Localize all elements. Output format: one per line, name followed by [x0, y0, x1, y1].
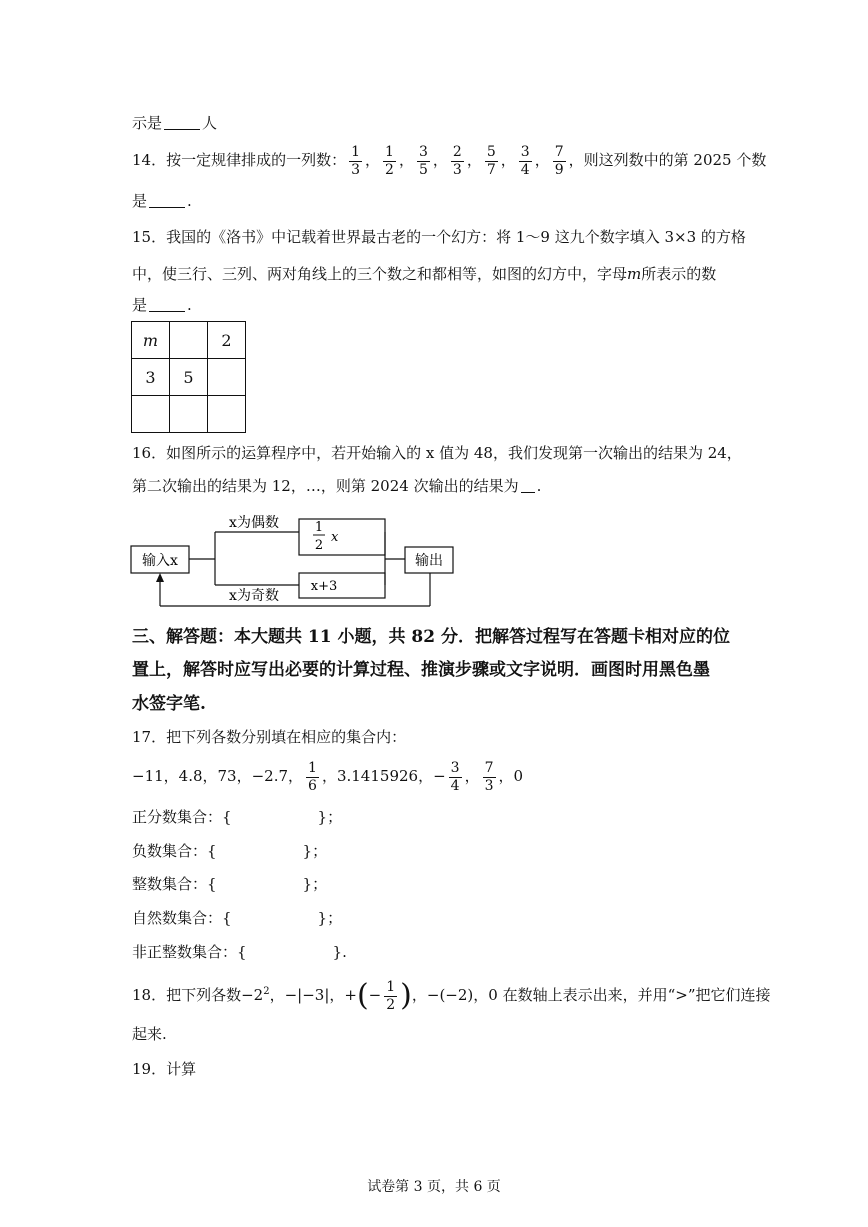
text: .	[187, 192, 192, 210]
arrow-up-icon	[156, 573, 164, 582]
magic-cell: 2	[208, 322, 246, 359]
separator: ，	[534, 151, 550, 169]
fraction	[306, 760, 319, 795]
set-label: 非正整数集合：{	[132, 943, 247, 961]
number-list: ，0	[498, 767, 524, 785]
denominator: 2	[385, 161, 394, 178]
numerator: 3	[418, 143, 428, 160]
question-text: ，则这列数中的第 2025 个数	[568, 151, 767, 169]
half-variable: x	[331, 530, 339, 545]
magic-cell: 5	[170, 359, 208, 396]
denominator: 6	[308, 777, 317, 794]
magic-cell: 3	[132, 359, 170, 396]
left-paren: (	[356, 978, 369, 1013]
denominator: 3	[484, 777, 494, 794]
question-text: ，−(−2)，0 在数轴上表示出来，并用“>”把它们连接	[411, 986, 771, 1004]
denominator: 3	[452, 161, 462, 178]
fraction	[449, 760, 462, 795]
question-text: 18．把下列各数	[132, 986, 242, 1004]
numerator: 1	[351, 143, 361, 160]
numerator: 3	[450, 759, 460, 776]
set-label: 整数集合：{	[132, 875, 217, 893]
magic-cell: m	[132, 322, 170, 359]
set-label: 自然数集合：{	[132, 909, 232, 927]
question-17-line1: 17．把下列各数分别填在相应的集合内：	[132, 728, 407, 746]
denominator: 7	[486, 161, 496, 178]
numerator: 7	[484, 759, 494, 776]
question-17-numbers	[132, 756, 523, 796]
separator: ，	[365, 151, 381, 169]
math-expression: −	[368, 986, 382, 1004]
numerator: 1	[385, 143, 394, 160]
fraction	[384, 979, 397, 1014]
math-expression: −2	[241, 986, 264, 1004]
half-numerator: 1	[314, 520, 324, 535]
set-nonpositive-integers	[132, 932, 347, 972]
numerator: 2	[452, 143, 462, 160]
numerator: 1	[308, 759, 317, 776]
fraction	[483, 760, 496, 795]
output-label: 输出	[415, 553, 443, 569]
set-close: }；	[317, 909, 343, 927]
question-text: 是	[132, 296, 148, 314]
half-denominator: 2	[314, 538, 324, 553]
separator: ，	[398, 151, 414, 169]
separator: ，	[466, 151, 482, 169]
question-16-line1: 16．如图所示的运算程序中，若开始输入的 x 值为 48，我们发现第一次输出的结果为 24，	[132, 444, 742, 462]
even-label: x为偶数	[229, 515, 279, 531]
right-paren: )	[400, 978, 412, 1013]
set-close: }.	[332, 943, 347, 961]
set-label: 负数集合：{	[132, 842, 217, 860]
number-list: −11，4.8，73，−2.7，	[132, 767, 304, 785]
question-text: 是	[132, 192, 148, 210]
text: .	[187, 296, 192, 314]
denominator: 3	[351, 161, 361, 178]
denominator: 5	[418, 161, 428, 178]
variable-m: m	[627, 265, 642, 283]
number-list: ，	[464, 767, 480, 785]
question-text: 14．按一定规律排成的一列数：	[132, 151, 347, 169]
denominator: 4	[450, 777, 460, 794]
question-18-line2: 起来.	[132, 1025, 167, 1043]
set-close: }；	[302, 842, 328, 860]
set-close: }；	[302, 875, 328, 893]
denominator: 2	[386, 996, 396, 1013]
numerator: 3	[520, 143, 530, 160]
set-label: 正分数集合：{	[132, 808, 232, 826]
section-3-heading-line2: 置上，解答时应写出必要的计算过程、推演步骤或文字说明．画图时用黑色墨	[132, 660, 710, 680]
section-3-heading-line3: 水签字笔.	[132, 694, 206, 714]
numerator: 5	[486, 143, 496, 160]
section-3-heading-line1: 三、解答题：本大题共 11 小题，共 82 分．把解答过程写在答题卡相对应的位	[132, 627, 730, 647]
exponent: 2	[263, 986, 270, 997]
separator: ，	[500, 151, 516, 169]
question-19: 19．计算	[132, 1060, 197, 1078]
set-close: }；	[317, 808, 343, 826]
question-18-line1	[132, 972, 771, 1012]
denominator: 9	[554, 161, 564, 178]
number-list: ，3.1415926，−	[321, 767, 446, 785]
question-15-line1: 15．我国的《洛书》中记载着世界最古老的一个幻方：将 1～9 这九个数字填入 3×3 的方格	[132, 228, 746, 246]
numerator: 7	[554, 143, 564, 160]
input-label: 输入x	[142, 553, 178, 569]
question-text: 所表示的数	[641, 265, 717, 283]
question-text: 第二次输出的结果为 12，…，则第 2024 次输出的结果为	[132, 477, 519, 495]
denominator: 4	[520, 161, 530, 178]
text: 示是	[132, 114, 163, 132]
math-expression: ，−|−3|，+	[269, 986, 357, 1004]
text: .	[536, 477, 542, 495]
separator: ，	[432, 151, 448, 169]
add-three-label: x+3	[310, 579, 338, 594]
half-box	[299, 519, 385, 555]
odd-label: x为奇数	[229, 588, 279, 604]
text: 人	[202, 114, 218, 132]
numerator: 1	[386, 978, 396, 995]
page-footer: 试卷第 3 页，共 6 页	[367, 1179, 501, 1195]
question-text: 中，使三行、三列、两对角线上的三个数之和都相等，如图的幻方中，字母	[132, 265, 628, 283]
